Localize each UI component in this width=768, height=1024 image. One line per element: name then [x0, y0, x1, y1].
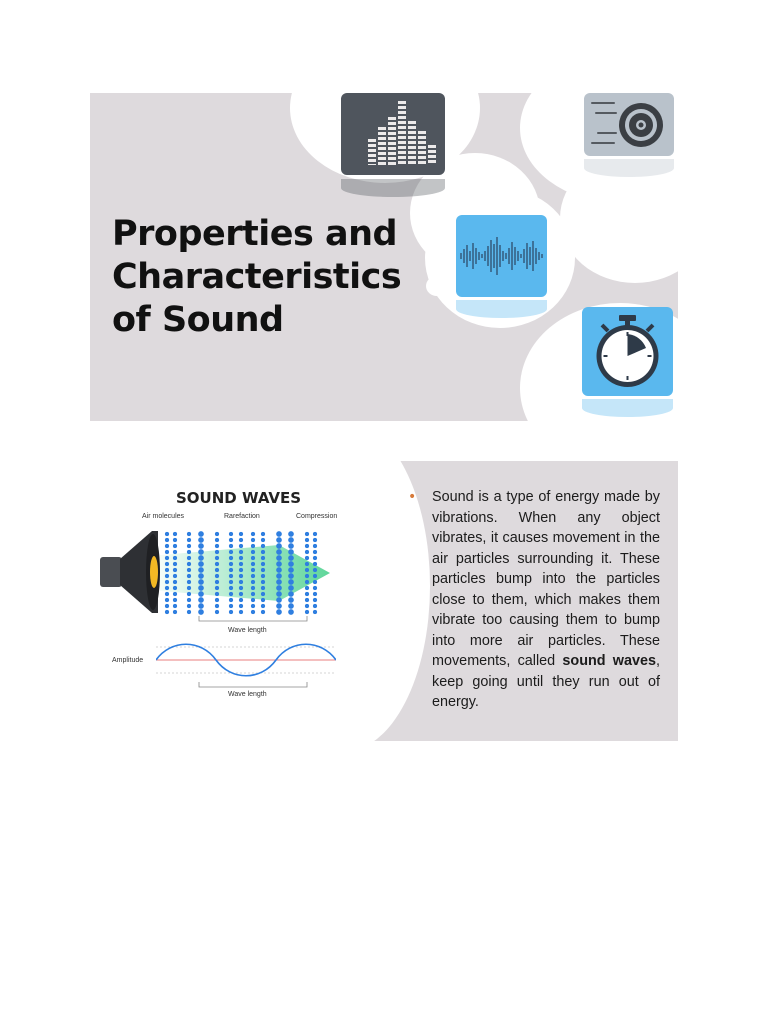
rarefaction-label: Rarefaction: [224, 513, 260, 520]
decor-blob: [426, 276, 448, 296]
title-slide: [90, 93, 678, 421]
bullet-item: [408, 487, 660, 713]
wave-length-label: Wave length: [228, 691, 267, 698]
bullet-text: [432, 487, 660, 713]
wave-length-label: Wave length: [228, 627, 267, 634]
content-slide: [90, 461, 678, 741]
compression-label: Compression: [296, 513, 338, 520]
title-line: of Sound: [112, 300, 284, 340]
icon-reflection: [584, 159, 674, 177]
bold-term: sound waves: [562, 653, 656, 669]
bullet-text-part: Sound is a type of energy made by vibrations. When any object vibrates, it causes movement in the air particles surrounding it. These particles bump into the particles close to them, which makes them vibrate too causing them to bump into more air particles. These movements, called: [432, 489, 660, 669]
speaker-icon: [584, 93, 674, 156]
title-line: Properties and: [112, 214, 398, 254]
stopwatch-icon: [582, 307, 673, 396]
diagram-title: SOUND WAVES: [176, 489, 302, 507]
waveform-icon: [456, 215, 547, 297]
amplitude-label: Amplitude: [112, 657, 144, 664]
icon-reflection: [341, 179, 445, 197]
slide-title: [112, 213, 401, 342]
air-molecules-label: Air molecules: [142, 513, 185, 520]
equalizer-icon: [341, 93, 445, 175]
title-line: Characteristics: [112, 257, 402, 297]
bullet-text-part: , keep going until they run out of energy.: [432, 653, 660, 710]
icon-reflection: [582, 399, 673, 417]
speaker-icon: [98, 527, 168, 617]
sound-waves-diagram: [98, 485, 344, 715]
icon-reflection: [456, 300, 547, 318]
amplitude-wave: [156, 641, 336, 681]
bullet-marker: •: [408, 489, 417, 505]
